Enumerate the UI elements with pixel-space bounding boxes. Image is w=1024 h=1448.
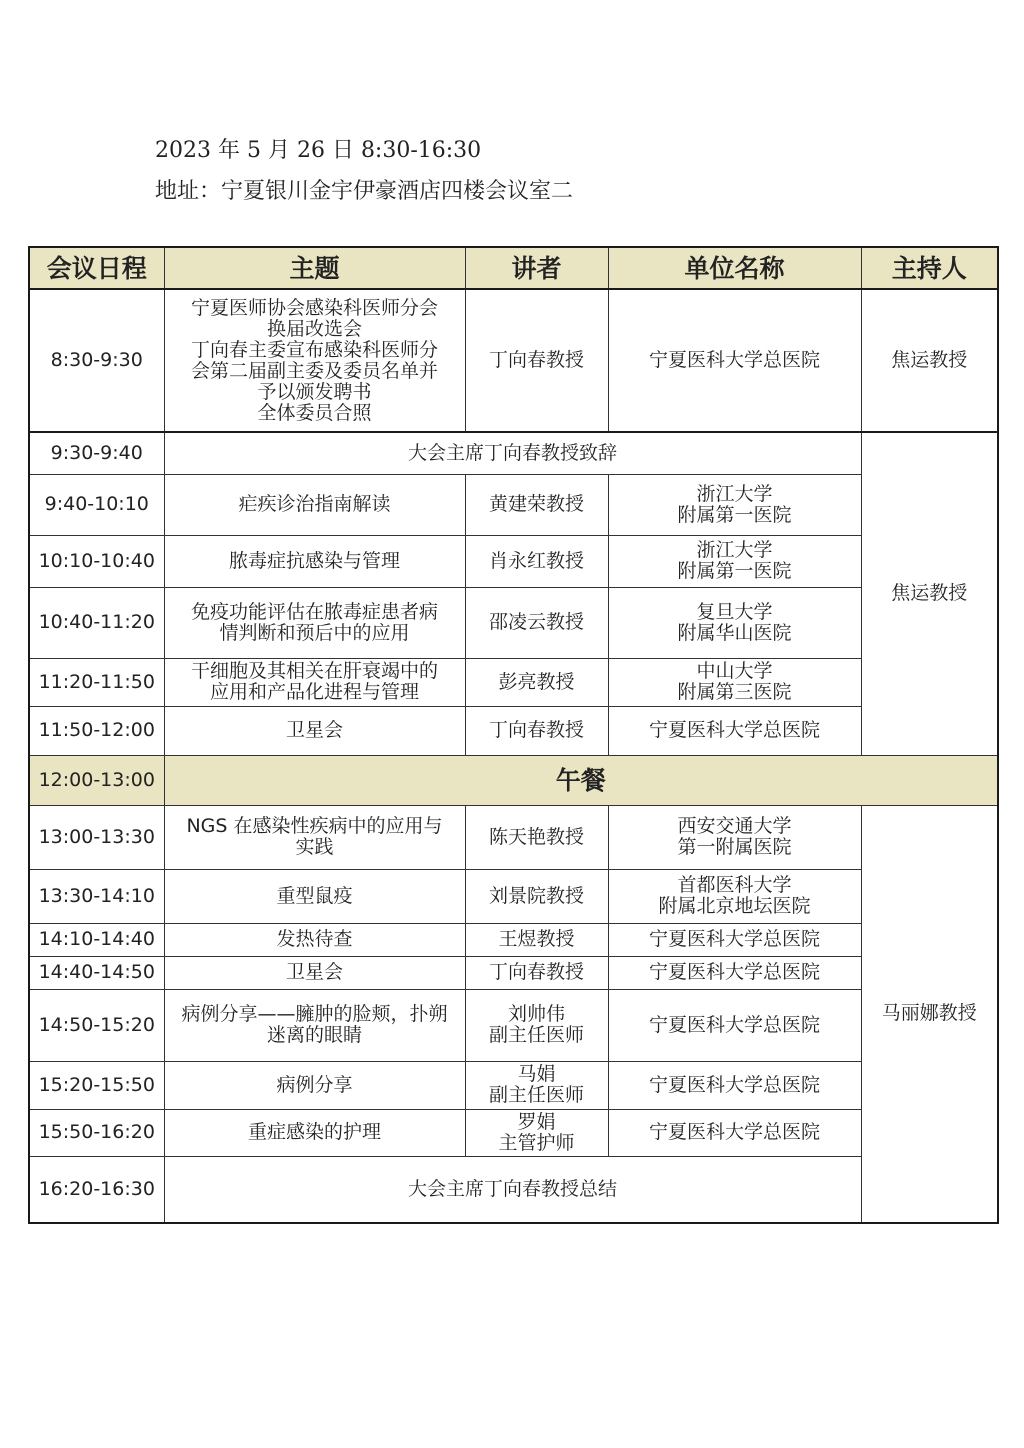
cell-topic: 发热待查	[164, 923, 465, 956]
table-row	[29, 432, 998, 474]
cell-unit: 宁夏医科大学总医院	[608, 956, 861, 989]
cell-time: 13:30-14:10	[29, 869, 164, 923]
meeting-date: 2023 年 5 月 26 日 8:30-16:30	[155, 138, 482, 163]
table-row	[29, 923, 998, 956]
cell-time: 11:50-12:00	[29, 706, 164, 755]
cell-time: 11:20-11:50	[29, 658, 164, 706]
table-row	[29, 869, 998, 923]
cell-speaker: 王煜教授	[465, 923, 608, 956]
cell-speaker: 肖永红教授	[465, 535, 608, 587]
cell-host-afternoon: 马丽娜教授	[861, 805, 998, 1223]
cell-unit: 宁夏医科大学总医院	[608, 989, 861, 1061]
table-row	[29, 1156, 998, 1223]
cell-speaker: 陈天艳教授	[465, 805, 608, 869]
table-row	[29, 805, 998, 869]
col-header-unit: 单位名称	[608, 247, 861, 289]
cell-topic: NGS 在感染性疾病中的应用与 实践	[164, 805, 465, 869]
cell-speaker: 刘帅伟 副主任医师	[465, 989, 608, 1061]
cell-topic: 卫星会	[164, 956, 465, 989]
cell-unit: 宁夏医科大学总医院	[608, 923, 861, 956]
cell-topic: 卫星会	[164, 706, 465, 755]
cell-time: 9:40-10:10	[29, 474, 164, 535]
cell-time: 8:30-9:30	[29, 289, 164, 432]
table-row	[29, 474, 998, 535]
cell-time: 12:00-13:00	[29, 755, 164, 805]
cell-speaker: 丁向春教授	[465, 956, 608, 989]
agenda-table	[28, 246, 999, 1224]
cell-time: 10:10-10:40	[29, 535, 164, 587]
cell-unit: 复旦大学 附属华山医院	[608, 587, 861, 658]
cell-topic: 疟疾诊治指南解读	[164, 474, 465, 535]
cell-unit: 中山大学 附属第三医院	[608, 658, 861, 706]
cell-topic: 宁夏医师协会感染科医师分会 换届改选会 丁向春主委宣布感染科医师分 会第二届副主委及委员名单并 予以颁发聘书 全体委员合照	[164, 289, 465, 432]
cell-unit: 浙江大学 附属第一医院	[608, 474, 861, 535]
cell-unit: 浙江大学 附属第一医院	[608, 535, 861, 587]
table-row	[29, 289, 998, 432]
cell-topic: 重型鼠疫	[164, 869, 465, 923]
table-row	[29, 587, 998, 658]
cell-unit: 首都医科大学 附属北京地坛医院	[608, 869, 861, 923]
table-row	[29, 1061, 998, 1109]
table-row	[29, 706, 998, 755]
cell-time: 13:00-13:30	[29, 805, 164, 869]
col-header-speaker: 讲者	[465, 247, 608, 289]
table-row	[29, 989, 998, 1061]
meeting-address: 地址：宁夏银川金宇伊豪酒店四楼会议室二	[155, 179, 574, 204]
cell-topic: 脓毒症抗感染与管理	[164, 535, 465, 587]
table-row	[29, 535, 998, 587]
cell-unit: 西安交通大学 第一附属医院	[608, 805, 861, 869]
cell-host-morning: 焦运教授	[861, 432, 998, 755]
cell-unit: 宁夏医科大学总医院	[608, 289, 861, 432]
cell-time: 16:20-16:30	[29, 1156, 164, 1223]
cell-topic: 重症感染的护理	[164, 1109, 465, 1156]
cell-host: 焦运教授	[861, 289, 998, 432]
cell-topic: 病例分享——臃肿的脸颊，扑朔 迷离的眼睛	[164, 989, 465, 1061]
cell-speaker: 罗娟 主管护师	[465, 1109, 608, 1156]
cell-topic: 病例分享	[164, 1061, 465, 1109]
cell-speaker: 邵凌云教授	[465, 587, 608, 658]
col-header-topic: 主题	[164, 247, 465, 289]
table-row	[29, 956, 998, 989]
cell-speaker: 马娟 副主任医师	[465, 1061, 608, 1109]
cell-time: 14:50-15:20	[29, 989, 164, 1061]
col-header-schedule: 会议日程	[29, 247, 164, 289]
cell-time: 9:30-9:40	[29, 432, 164, 474]
cell-unit: 宁夏医科大学总医院	[608, 1109, 861, 1156]
cell-topic: 免疫功能评估在脓毒症患者病 情判断和预后中的应用	[164, 587, 465, 658]
cell-topic: 干细胞及其相关在肝衰竭中的 应用和产品化进程与管理	[164, 658, 465, 706]
table-header-row	[29, 247, 998, 289]
cell-speaker: 黄建荣教授	[465, 474, 608, 535]
cell-time: 15:20-15:50	[29, 1061, 164, 1109]
cell-time: 15:50-16:20	[29, 1109, 164, 1156]
cell-unit: 宁夏医科大学总医院	[608, 1061, 861, 1109]
table-row-lunch	[29, 755, 998, 805]
cell-speaker: 丁向春教授	[465, 289, 608, 432]
cell-time: 14:10-14:40	[29, 923, 164, 956]
cell-speaker: 丁向春教授	[465, 706, 608, 755]
cell-speaker: 彭亮教授	[465, 658, 608, 706]
cell-time: 10:40-11:20	[29, 587, 164, 658]
cell-lunch: 午餐	[164, 755, 998, 805]
col-header-host: 主持人	[861, 247, 998, 289]
table-row	[29, 1109, 998, 1156]
cell-time: 14:40-14:50	[29, 956, 164, 989]
cell-topic: 大会主席丁向春教授总结	[164, 1156, 861, 1223]
table-row	[29, 658, 998, 706]
cell-speaker: 刘景院教授	[465, 869, 608, 923]
cell-topic: 大会主席丁向春教授致辞	[164, 432, 861, 474]
cell-unit: 宁夏医科大学总医院	[608, 706, 861, 755]
